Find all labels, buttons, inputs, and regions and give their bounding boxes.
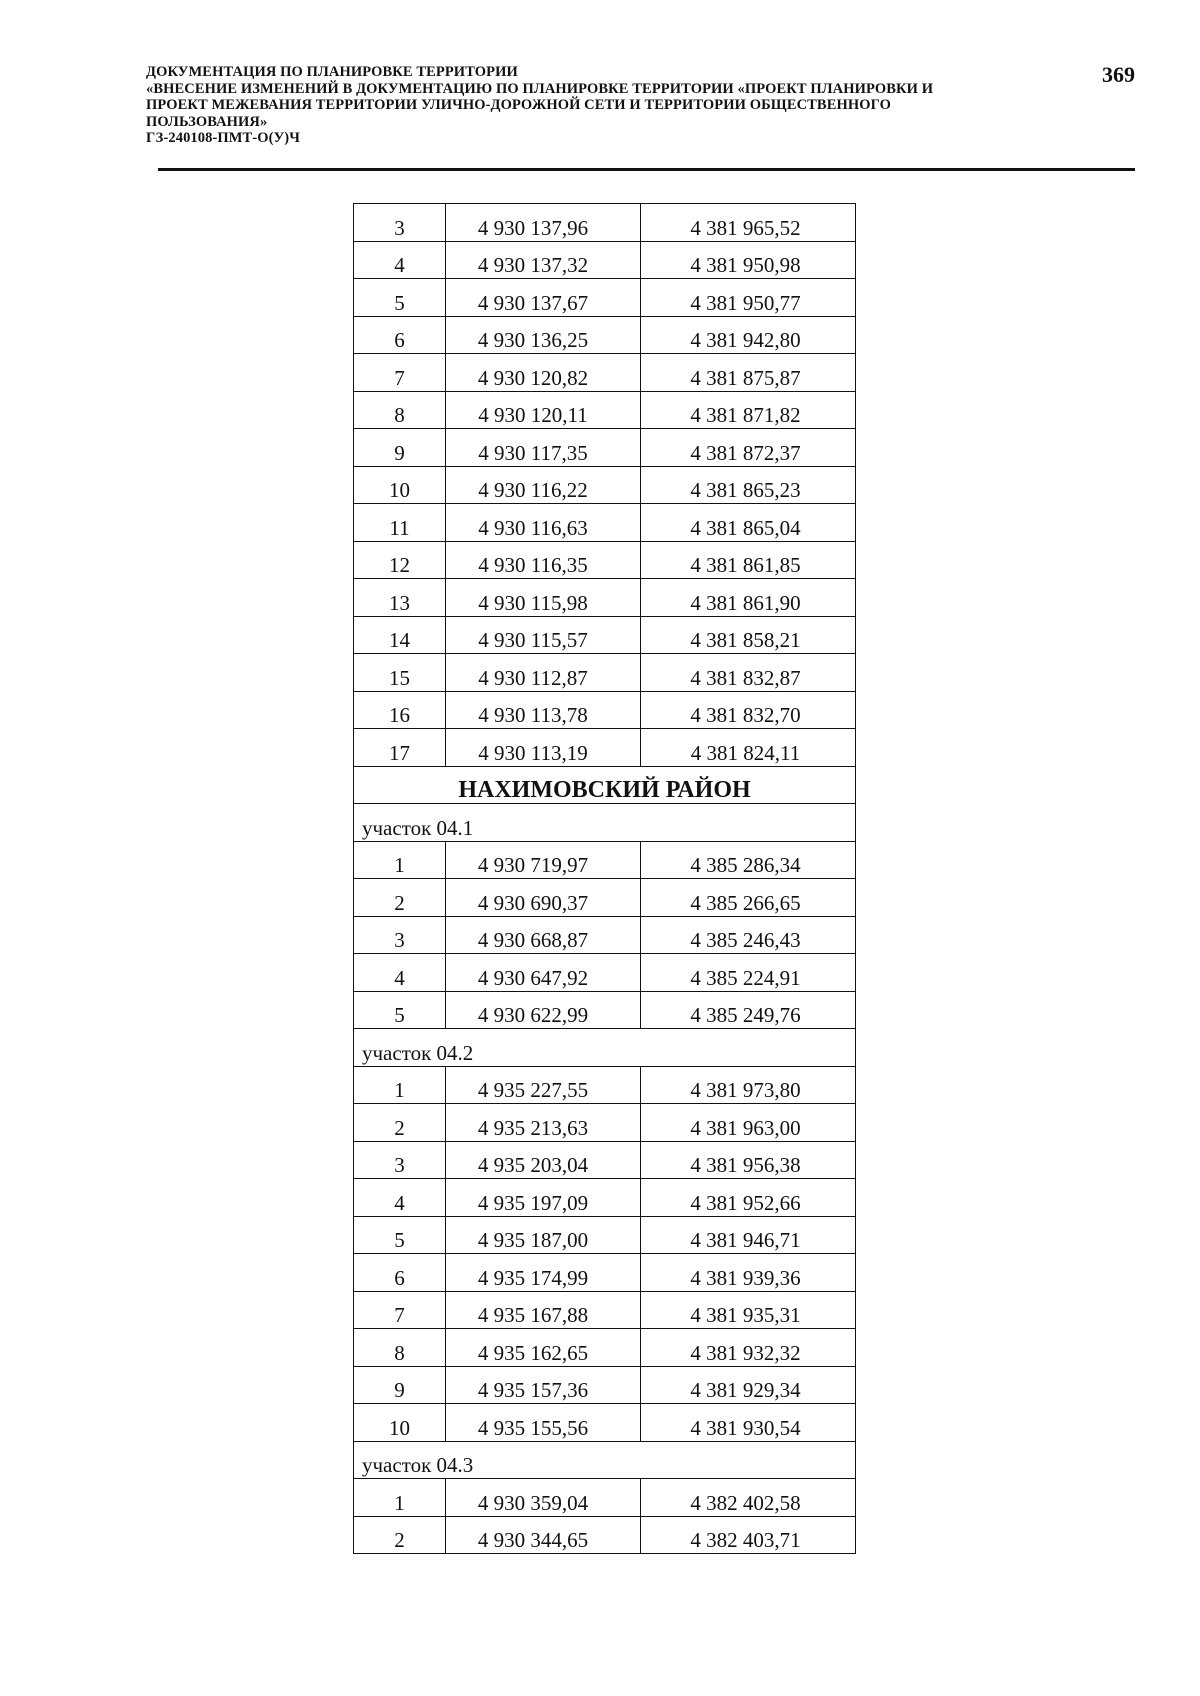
point-number-cell: 3 <box>354 204 446 242</box>
table-row <box>354 1516 856 1554</box>
point-number-cell: 15 <box>354 654 446 692</box>
x-coordinate-cell: 4 930 622,99 <box>446 991 641 1029</box>
document-code: ГЗ-240108-ПМТ-О(У)Ч <box>146 130 300 146</box>
table-row <box>354 654 856 692</box>
plot-heading: участок 04.1 <box>354 804 856 842</box>
point-number-cell: 13 <box>354 579 446 617</box>
y-coordinate-cell: 4 381 865,23 <box>641 466 856 504</box>
y-coordinate-cell: 4 381 952,66 <box>641 1179 856 1217</box>
table-row <box>354 954 856 992</box>
point-number-cell: 14 <box>354 616 446 654</box>
point-number-cell: 3 <box>354 1141 446 1179</box>
district-heading: НАХИМОВСКИЙ РАЙОН <box>354 766 856 804</box>
x-coordinate-cell: 4 930 116,63 <box>446 504 641 542</box>
x-coordinate-cell: 4 930 112,87 <box>446 654 641 692</box>
table-row <box>354 879 856 917</box>
point-number-cell: 5 <box>354 279 446 317</box>
point-number-cell: 2 <box>354 879 446 917</box>
point-number-cell: 1 <box>354 1066 446 1104</box>
point-number-cell: 7 <box>354 354 446 392</box>
x-coordinate-cell: 4 930 647,92 <box>446 954 641 992</box>
table-row <box>354 241 856 279</box>
y-coordinate-cell: 4 381 871,82 <box>641 391 856 429</box>
y-coordinate-cell: 4 381 865,04 <box>641 504 856 542</box>
point-number-cell: 4 <box>354 954 446 992</box>
point-number-cell: 9 <box>354 1366 446 1404</box>
point-number-cell: 10 <box>354 1404 446 1442</box>
x-coordinate-cell: 4 930 115,57 <box>446 616 641 654</box>
point-number-cell: 2 <box>354 1516 446 1554</box>
point-number-cell: 8 <box>354 1329 446 1367</box>
x-coordinate-cell: 4 935 197,09 <box>446 1179 641 1217</box>
x-coordinate-cell: 4 930 344,65 <box>446 1516 641 1554</box>
point-number-cell: 6 <box>354 1254 446 1292</box>
y-coordinate-cell: 4 385 224,91 <box>641 954 856 992</box>
table-row <box>354 279 856 317</box>
table-row <box>354 1216 856 1254</box>
y-coordinate-cell: 4 381 872,37 <box>641 429 856 467</box>
page-number: 369 <box>1102 62 1135 87</box>
x-coordinate-cell: 4 935 227,55 <box>446 1066 641 1104</box>
point-number-cell: 9 <box>354 429 446 467</box>
x-coordinate-cell: 4 930 668,87 <box>446 916 641 954</box>
y-coordinate-cell: 4 381 956,38 <box>641 1141 856 1179</box>
y-coordinate-cell: 4 381 861,90 <box>641 579 856 617</box>
table-row <box>354 316 856 354</box>
table-row <box>354 579 856 617</box>
table-row <box>354 1366 856 1404</box>
table-row <box>354 541 856 579</box>
table-row <box>354 1329 856 1367</box>
table-row <box>354 1066 856 1104</box>
point-number-cell: 7 <box>354 1291 446 1329</box>
x-coordinate-cell: 4 930 120,11 <box>446 391 641 429</box>
y-coordinate-cell: 4 385 266,65 <box>641 879 856 917</box>
table-row <box>354 616 856 654</box>
y-coordinate-cell: 4 381 935,31 <box>641 1291 856 1329</box>
x-coordinate-cell: 4 930 116,35 <box>446 541 641 579</box>
y-coordinate-cell: 4 381 824,11 <box>641 729 856 767</box>
table-row <box>354 1291 856 1329</box>
point-number-cell: 2 <box>354 1104 446 1142</box>
table-row <box>354 841 856 879</box>
y-coordinate-cell: 4 381 973,80 <box>641 1066 856 1104</box>
y-coordinate-cell: 4 381 858,21 <box>641 616 856 654</box>
y-coordinate-cell: 4 381 950,98 <box>641 241 856 279</box>
plot-row <box>354 804 856 842</box>
table-row <box>354 204 856 242</box>
x-coordinate-cell: 4 930 719,97 <box>446 841 641 879</box>
x-coordinate-cell: 4 930 113,19 <box>446 729 641 767</box>
table-row <box>354 504 856 542</box>
header-divider <box>158 168 1135 171</box>
y-coordinate-cell: 4 381 930,54 <box>641 1404 856 1442</box>
y-coordinate-cell: 4 381 861,85 <box>641 541 856 579</box>
table-row <box>354 1254 856 1292</box>
table-row <box>354 1179 856 1217</box>
x-coordinate-cell: 4 930 115,98 <box>446 579 641 617</box>
point-number-cell: 4 <box>354 1179 446 1217</box>
plot-heading: участок 04.3 <box>354 1441 856 1479</box>
point-number-cell: 4 <box>354 241 446 279</box>
point-number-cell: 3 <box>354 916 446 954</box>
header-title-line: «ВНЕСЕНИЕ ИЗМЕНЕНИЙ В ДОКУМЕНТАЦИЮ ПО ПЛАНИРОВКЕ ТЕРРИТОРИИ «ПРОЕКТ ПЛАНИРОВКИ И <box>146 80 934 97</box>
x-coordinate-cell: 4 935 203,04 <box>446 1141 641 1179</box>
point-number-cell: 5 <box>354 1216 446 1254</box>
x-coordinate-cell: 4 930 113,78 <box>446 691 641 729</box>
x-coordinate-cell: 4 930 690,37 <box>446 879 641 917</box>
y-coordinate-cell: 4 381 932,32 <box>641 1329 856 1367</box>
point-number-cell: 1 <box>354 1479 446 1517</box>
table-row <box>354 429 856 467</box>
table-row <box>354 1479 856 1517</box>
table-row <box>354 991 856 1029</box>
y-coordinate-cell: 4 381 942,80 <box>641 316 856 354</box>
point-number-cell: 8 <box>354 391 446 429</box>
y-coordinate-cell: 4 385 246,43 <box>641 916 856 954</box>
y-coordinate-cell: 4 381 946,71 <box>641 1216 856 1254</box>
district-row <box>354 766 856 804</box>
coordinates-table <box>353 203 856 1554</box>
x-coordinate-cell: 4 935 187,00 <box>446 1216 641 1254</box>
x-coordinate-cell: 4 930 120,82 <box>446 354 641 392</box>
header-title-line: ДОКУМЕНТАЦИЯ ПО ПЛАНИРОВКЕ ТЕРРИТОРИИ <box>146 64 518 80</box>
x-coordinate-cell: 4 930 136,25 <box>446 316 641 354</box>
table-row <box>354 1404 856 1442</box>
point-number-cell: 1 <box>354 841 446 879</box>
x-coordinate-cell: 4 930 359,04 <box>446 1479 641 1517</box>
plot-heading: участок 04.2 <box>354 1029 856 1067</box>
point-number-cell: 6 <box>354 316 446 354</box>
table-row <box>354 354 856 392</box>
x-coordinate-cell: 4 930 137,96 <box>446 204 641 242</box>
point-number-cell: 12 <box>354 541 446 579</box>
header-title-line: ПРОЕКТ МЕЖЕВАНИЯ ТЕРРИТОРИИ УЛИЧНО-ДОРОЖНОЙ СЕТИ И ТЕРРИТОРИИ ОБЩЕСТВЕННОГО <box>146 97 891 113</box>
y-coordinate-cell: 4 382 403,71 <box>641 1516 856 1554</box>
x-coordinate-cell: 4 930 137,32 <box>446 241 641 279</box>
x-coordinate-cell: 4 935 174,99 <box>446 1254 641 1292</box>
y-coordinate-cell: 4 381 832,70 <box>641 691 856 729</box>
table-row <box>354 1104 856 1142</box>
table-row <box>354 466 856 504</box>
table-row <box>354 1141 856 1179</box>
plot-row <box>354 1441 856 1479</box>
y-coordinate-cell: 4 381 950,77 <box>641 279 856 317</box>
x-coordinate-cell: 4 935 162,65 <box>446 1329 641 1367</box>
header-title-line: ПОЛЬЗОВАНИЯ» <box>146 113 268 130</box>
point-number-cell: 10 <box>354 466 446 504</box>
x-coordinate-cell: 4 935 157,36 <box>446 1366 641 1404</box>
y-coordinate-cell: 4 381 965,52 <box>641 204 856 242</box>
y-coordinate-cell: 4 381 963,00 <box>641 1104 856 1142</box>
point-number-cell: 16 <box>354 691 446 729</box>
y-coordinate-cell: 4 382 402,58 <box>641 1479 856 1517</box>
x-coordinate-cell: 4 930 117,35 <box>446 429 641 467</box>
y-coordinate-cell: 4 381 875,87 <box>641 354 856 392</box>
table-row <box>354 391 856 429</box>
x-coordinate-cell: 4 935 213,63 <box>446 1104 641 1142</box>
y-coordinate-cell: 4 385 286,34 <box>641 841 856 879</box>
x-coordinate-cell: 4 930 116,22 <box>446 466 641 504</box>
point-number-cell: 11 <box>354 504 446 542</box>
x-coordinate-cell: 4 935 155,56 <box>446 1404 641 1442</box>
table-row <box>354 729 856 767</box>
point-number-cell: 17 <box>354 729 446 767</box>
y-coordinate-cell: 4 381 939,36 <box>641 1254 856 1292</box>
x-coordinate-cell: 4 930 137,67 <box>446 279 641 317</box>
y-coordinate-cell: 4 381 929,34 <box>641 1366 856 1404</box>
table-row <box>354 691 856 729</box>
plot-row <box>354 1029 856 1067</box>
document-header <box>146 64 1046 147</box>
point-number-cell: 5 <box>354 991 446 1029</box>
y-coordinate-cell: 4 381 832,87 <box>641 654 856 692</box>
table-row <box>354 916 856 954</box>
coordinates-table-body <box>354 204 856 1554</box>
y-coordinate-cell: 4 385 249,76 <box>641 991 856 1029</box>
x-coordinate-cell: 4 935 167,88 <box>446 1291 641 1329</box>
